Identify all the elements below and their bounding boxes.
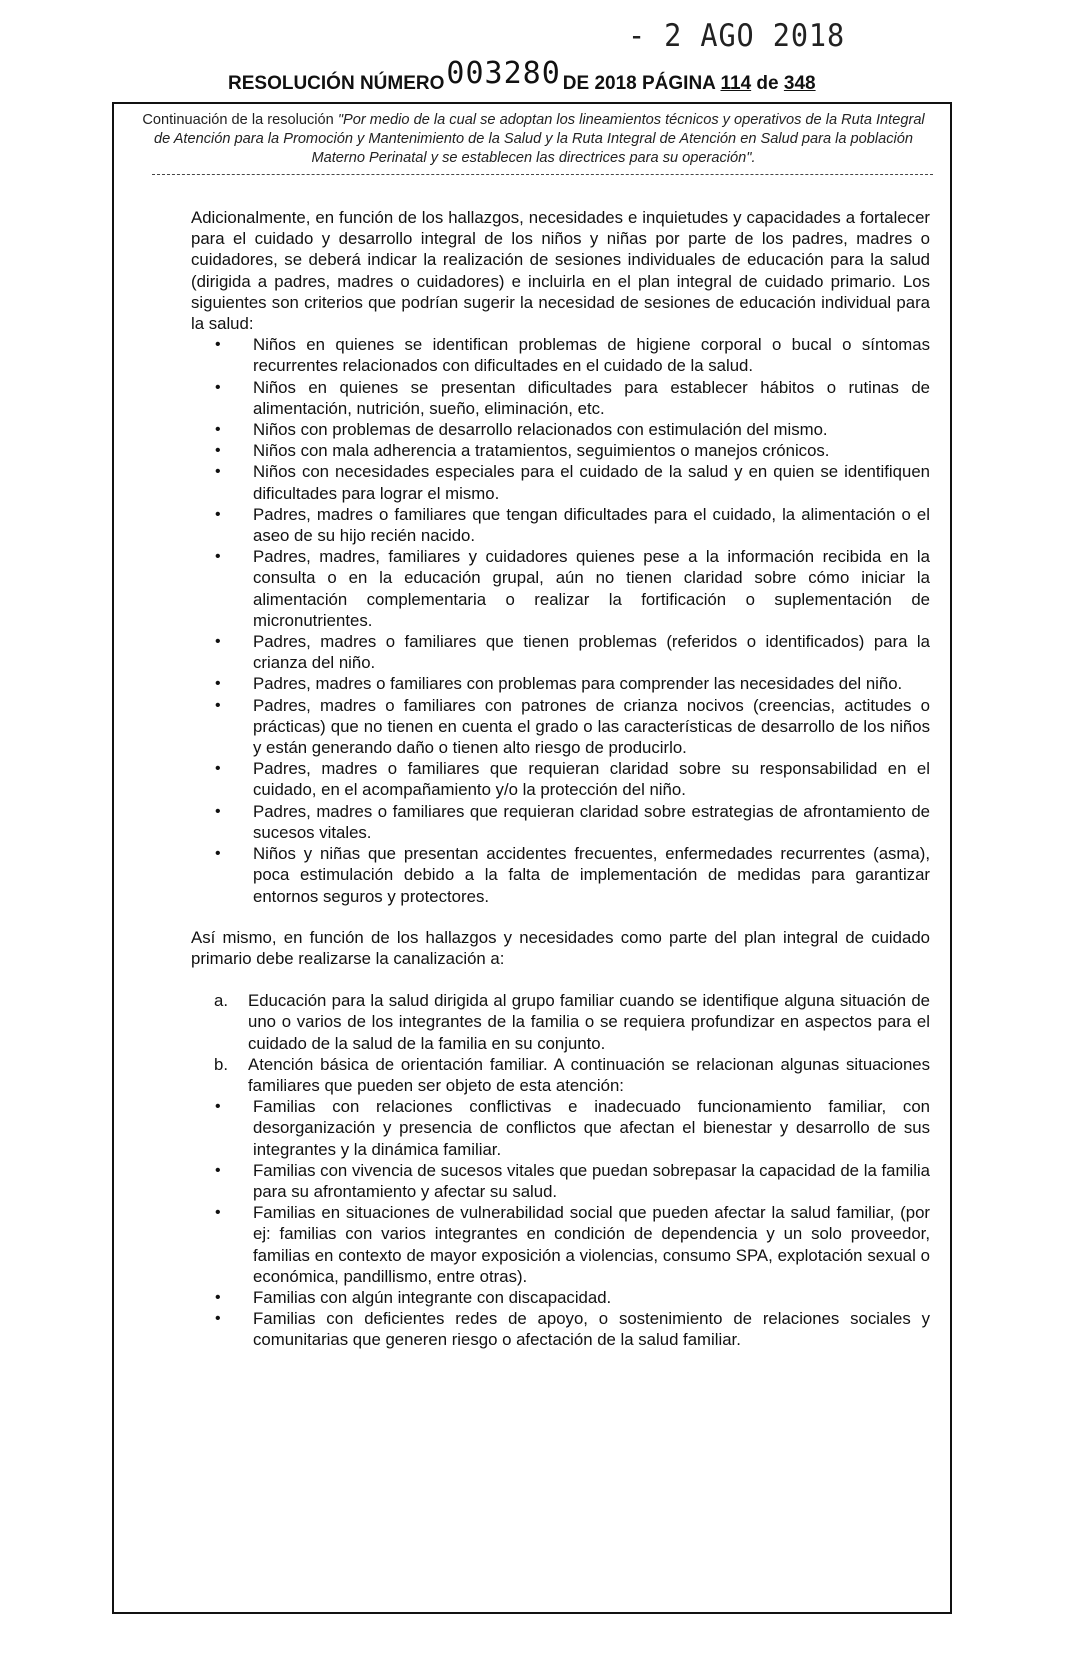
page-number: 114 <box>720 73 752 94</box>
criteria-item <box>191 461 930 503</box>
family-situation-item <box>191 1308 930 1350</box>
criteria-item-text: Padres, madres o familiares con problemas para comprender las necesidades del niño. <box>253 674 903 694</box>
channels-list <box>191 990 930 1096</box>
family-situation-item-text: Familias con vivencia de sucesos vitales que puedan sobrepasar la capacidad de la familia para su afrontamiento y afectar su salud. <box>253 1160 930 1201</box>
second-paragraph: Así mismo, en función de los hallazgos y necesidades como parte del plan integral de cuidado primario debe realizarse la canalización a: <box>191 927 930 968</box>
family-situation-item <box>191 1096 930 1160</box>
criteria-item <box>191 419 930 440</box>
dashed-divider <box>152 174 933 175</box>
channel-letter: b. <box>214 1054 228 1074</box>
resolution-header <box>228 56 816 97</box>
criteria-item-text: Padres, madres o familiares que tienen problemas (referidos o identificados) para la crianza del niño. <box>253 632 930 673</box>
header-middle: DE 2018 PÁGINA <box>562 73 716 94</box>
criteria-item-text: Niños con mala adherencia a tratamientos, seguimientos o manejos crónicos. <box>253 441 830 461</box>
channel-item <box>191 1054 930 1096</box>
family-situation-item <box>191 1287 930 1308</box>
criteria-item <box>191 758 930 800</box>
family-situations-list <box>191 1096 930 1350</box>
document-body <box>191 207 930 1351</box>
criteria-item <box>191 631 930 673</box>
bullet-icon: • <box>215 675 221 693</box>
family-situation-item <box>191 1202 930 1287</box>
bullet-icon: • <box>215 1098 221 1116</box>
header-prefix: RESOLUCIÓN NÚMERO <box>228 73 445 94</box>
preamble-title: "Por medio de la cual se adoptan los lineamientos técnicos y operativos de la Ruta Integral de Atención para la Promoción y Mantenimiento de la Salud y la Ruta Integral de Atención en Salud para la población Materno Perinatal y se establecen las directrices para su operación". <box>153 112 925 166</box>
channel-text: Atención básica de orientación familiar. A continuación se relacionan algunas situaciones familiares que pueden ser objeto de esta atención: <box>248 1054 930 1095</box>
preamble-lead: Continuación de la resolución <box>142 112 334 128</box>
bullet-icon: • <box>215 760 221 778</box>
bullet-icon: • <box>215 421 221 439</box>
family-situation-item-text: Familias con relaciones conflictivas e inadecuado funcionamiento familiar, con desorganización y presencia de conflictos que afectan el bienestar y desarrollo de sus integrantes y la dinámica familiar. <box>253 1097 930 1159</box>
bullet-icon: • <box>215 442 221 460</box>
criteria-item-text: Niños con problemas de desarrollo relacionados con estimulación del mismo. <box>253 420 828 440</box>
criteria-item-text: Padres, madres, familiares y cuidadores quienes pese a la información recibida en la consulta o en la educación grupal, aún no tienen claridad sobre cómo iniciar la alimentación complementaria o realizar la fortificación o suplementación de micronutrientes. <box>253 547 930 630</box>
criteria-item-text: Padres, madres o familiares con patrones de crianza nocivos (creencias, actitudes o prácticas) que no tienen en cuenta el grado o las características de desarrollo de los niños y están generando daño o tienen alto riesgo de producirlo. <box>253 695 930 758</box>
criteria-item <box>191 504 930 546</box>
criteria-item-text: Padres, madres o familiares que requieran claridad sobre estrategias de afrontamiento de sucesos vitales. <box>253 801 930 842</box>
bullet-icon: • <box>215 336 221 354</box>
intro-paragraph: Adicionalmente, en función de los hallazgos, necesidades e inquietudes y capacidades a fortalecer para el cuidado y desarrollo integral de los niños y niñas por parte de los padres, madres o cuidadores, se deberá indicar la realización de sesiones individuales de educación para la salud (dirigida a padres, madres o cuidadores) e incluirla en el plan integral de cuidado primario. Los siguientes son criterios que podrían sugerir la necesidad de sesiones de educación individual para la salud: <box>191 208 930 334</box>
header-de: de <box>756 73 779 94</box>
bullet-icon: • <box>215 378 221 396</box>
date-stamp: - 2 AGO 2018 <box>628 18 846 54</box>
criteria-item-text: Niños y niñas que presentan accidentes frecuentes, enfermedades recurrentes (asma), poca estimulación debido a la falta de implementación de medidas para garantizar entornos seguros y protectores. <box>253 844 930 906</box>
criteria-item-text: Niños con necesidades especiales para el cuidado de la salud y en quien se identifiquen dificultades para lograr el mismo. <box>253 462 930 503</box>
criteria-item <box>191 377 930 419</box>
spacer <box>191 907 930 927</box>
family-situation-item <box>191 1160 930 1202</box>
bullet-icon: • <box>215 1310 221 1328</box>
bullet-icon: • <box>215 505 221 523</box>
criteria-item-text: Niños en quienes se identifican problemas de higiene corporal o bucal o síntomas recurrentes relacionados con dificultades en el cuidado de la salud. <box>253 335 930 376</box>
criteria-list <box>191 334 930 906</box>
criteria-item <box>191 673 930 694</box>
bullet-icon: • <box>215 463 221 481</box>
family-situation-item-text: Familias con deficientes redes de apoyo, o sostenimiento de relaciones sociales y comunitarias que generen riesgo o afectación de la salud familiar. <box>253 1309 930 1350</box>
bullet-icon: • <box>215 633 221 651</box>
criteria-item <box>191 843 930 907</box>
criteria-item <box>191 546 930 631</box>
family-situation-item-text: Familias con algún integrante con discapacidad. <box>253 1287 612 1307</box>
criteria-item <box>191 695 930 759</box>
bullet-icon: • <box>215 802 221 820</box>
criteria-item-text: Padres, madres o familiares que requieran claridad sobre su responsabilidad en el cuidado, en el acompañamiento y/o la protección del niño. <box>253 759 930 800</box>
channel-text: Educación para la salud dirigida al grupo familiar cuando se identifique alguna situación de uno o varios de los integrantes de la familia o se requiera profundizar en aspectos para el cuidado de la salud de la familia en su conjunto. <box>248 991 930 1053</box>
bullet-icon: • <box>215 1204 221 1222</box>
page-total: 348 <box>783 73 816 94</box>
bullet-icon: • <box>215 548 221 566</box>
family-situation-item-text: Familias en situaciones de vulnerabilidad social que pueden afectar la salud familiar, (por ej: familias con varios integrantes en condición de dependencia y un solo proveedor, familias en contexto de mayor exposición a violencias, consumo SPA, explotación sexual o económica, pandillismo, entre otras). <box>253 1203 930 1286</box>
resolution-number-stamp: 003280 <box>446 56 561 91</box>
channel-item <box>191 990 930 1054</box>
criteria-item-text: Padres, madres o familiares que tengan dificultades para el cuidado, la alimentación o el aseo de su hijo recién nacido. <box>253 504 930 546</box>
channel-letter: a. <box>214 991 228 1011</box>
bullet-icon: • <box>215 696 221 714</box>
criteria-item <box>191 801 930 843</box>
bullet-icon: • <box>215 1288 221 1306</box>
criteria-item <box>191 440 930 461</box>
bullet-icon: • <box>215 845 221 863</box>
preamble <box>140 111 927 168</box>
bullet-icon: • <box>215 1161 221 1179</box>
criteria-item <box>191 334 930 376</box>
criteria-item-text: Niños en quienes se presentan dificultades para establecer hábitos o rutinas de alimentación, nutrición, sueño, eliminación, etc. <box>253 377 930 418</box>
